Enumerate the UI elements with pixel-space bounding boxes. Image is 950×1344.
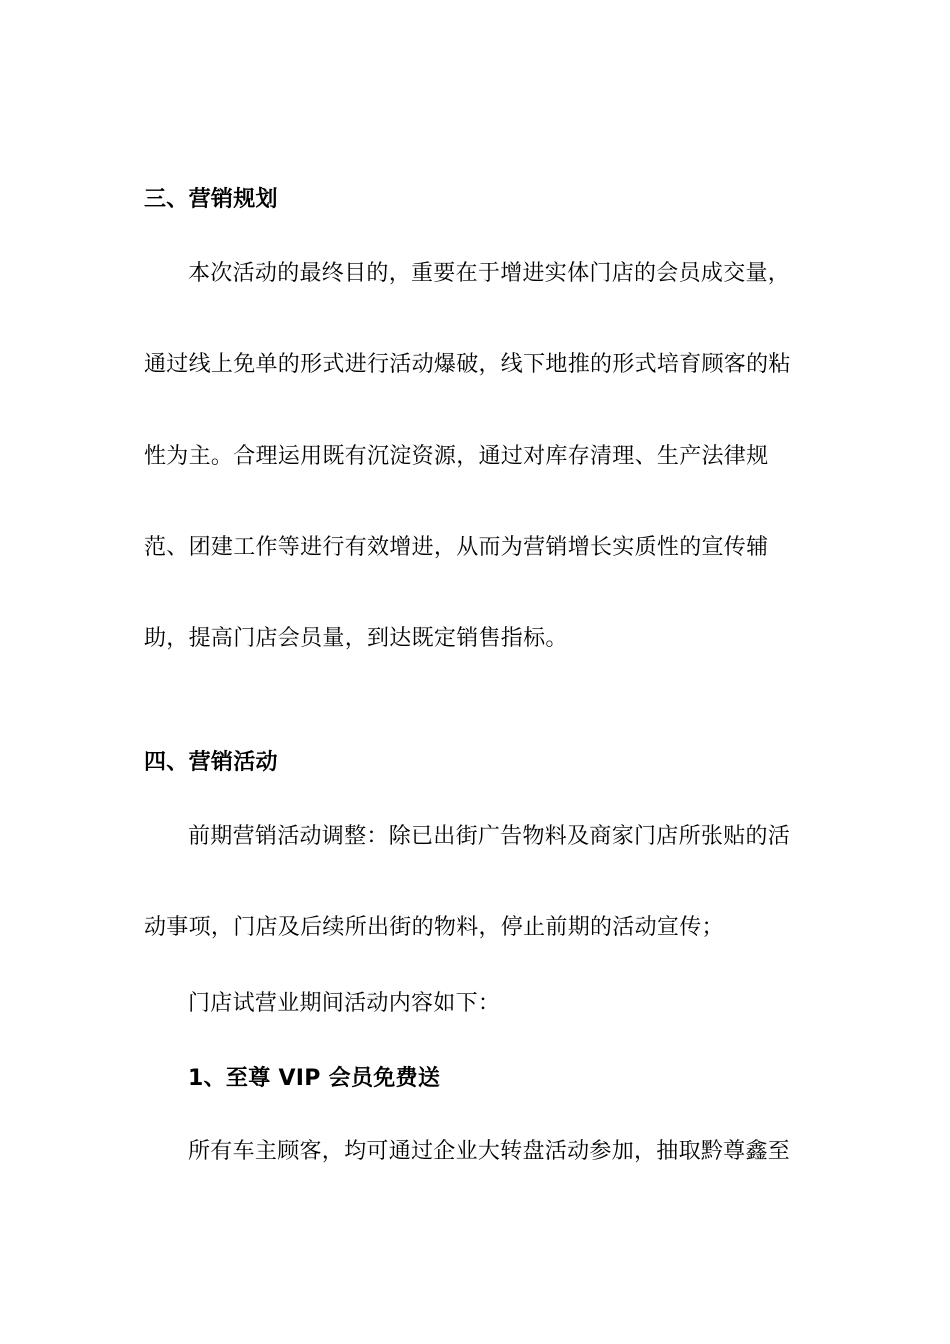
section-4-adjust-line-1: 前期营销活动调整：除已出街广告物料及商家门店所张贴的活 bbox=[188, 824, 791, 849]
section-4-heading: 四、营销活动 bbox=[144, 750, 278, 775]
item-1-heading: 1、至尊 VIP 会员免费送 bbox=[188, 1066, 441, 1091]
section-3-line-5: 助，提高门店会员量，到达既定销售指标。 bbox=[144, 626, 568, 651]
section-3-line-4: 范、团建工作等进行有效增进，从而为营销增长实质性的宣传辅 bbox=[144, 535, 769, 560]
item-1-text: 所有车主顾客，均可通过企业大转盘活动参加，抽取黔尊鑫至 bbox=[188, 1139, 791, 1164]
section-3-line-2: 通过线上免单的形式进行活动爆破，线下地推的形式培育顾客的粘 bbox=[144, 352, 791, 377]
section-4-intro: 门店试营业期间活动内容如下： bbox=[188, 991, 501, 1016]
section-3-line-3: 性为主。合理运用既有沉淀资源，通过对库存清理、生产法律规 bbox=[144, 444, 769, 469]
section-3-line-1: 本次活动的最终目的，重要在于增进实体门店的会员成交量， bbox=[188, 261, 791, 286]
section-3-heading: 三、营销规划 bbox=[144, 187, 278, 212]
section-4-adjust-line-2: 动事项，门店及后续所出街的物料，停止前期的活动宣传； bbox=[144, 915, 724, 940]
